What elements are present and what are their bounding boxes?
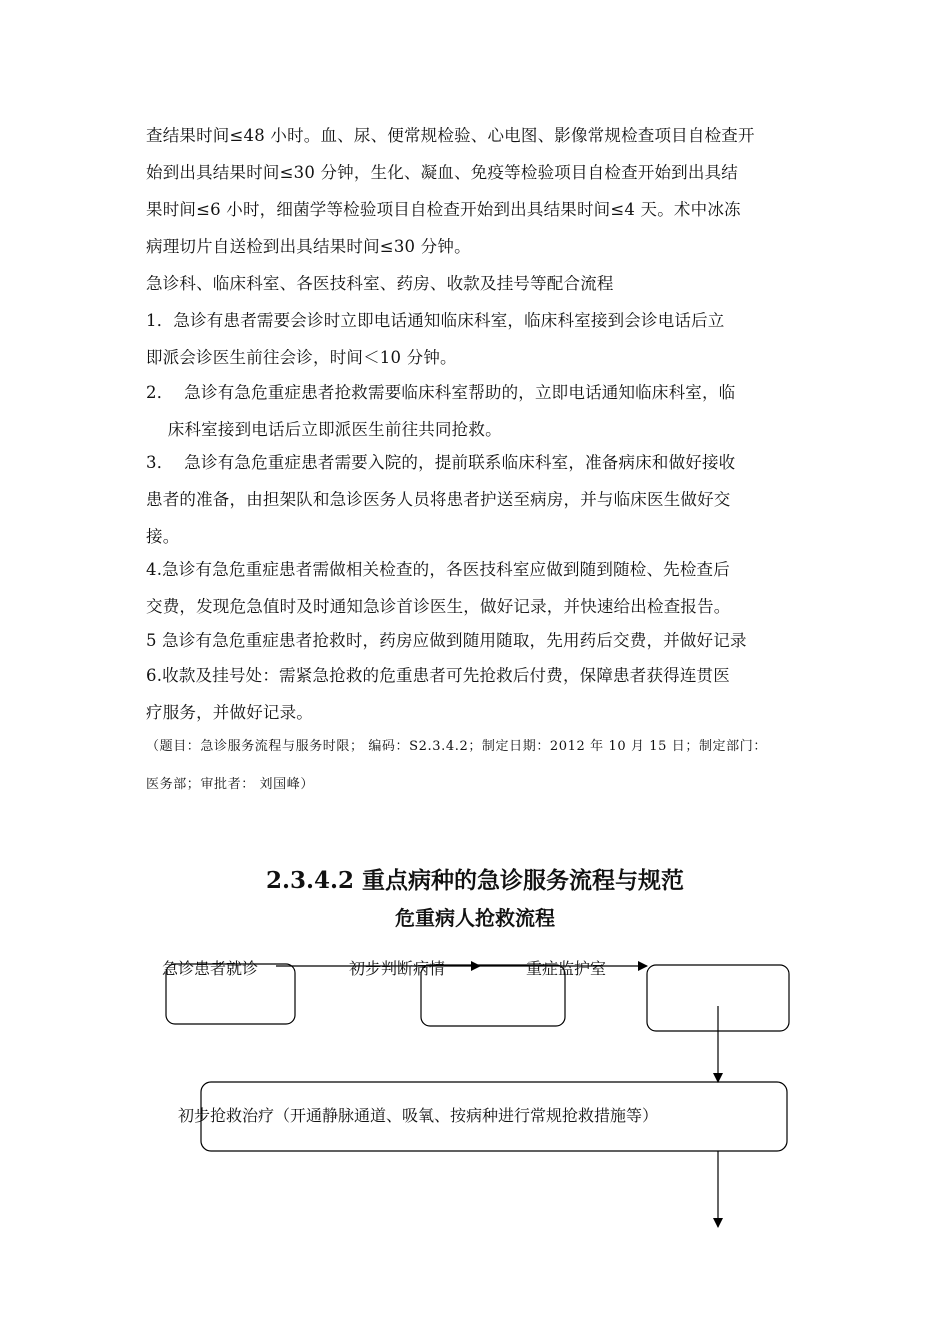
- list-item-4: [146, 551, 816, 625]
- text-line: 疗服务，并做好记录。: [146, 703, 313, 722]
- document-note: [146, 728, 826, 804]
- text-line: 即派会诊医生前往会诊，时间＜10 分钟。: [146, 348, 457, 367]
- text-line: 交费，发现危急值时及时通知急诊首诊医生，做好记录，并快速给出检查报告。: [146, 597, 731, 616]
- text-line: 果时间≤6 小时，细菌学等检验项目自检查开始到出具结果时间≤4 天。术中冰冻: [146, 200, 741, 219]
- text-line: 6.收款及挂号处：需紧急抢救的危重患者可先抢救后付费，保障患者获得连贯医: [146, 666, 730, 685]
- text-line: 病理切片自送检到出具结果时间≤30 分钟。: [146, 237, 471, 256]
- paragraph-time-limits: [146, 117, 816, 265]
- flow-label-step2: 初步判断病情: [349, 959, 446, 978]
- text-line: 查结果时间≤48 小时。血、尿、便常规检验、心电图、影像常规检查项目自检查开: [146, 126, 755, 145]
- flowchart-title: 危重病人抢救流程: [395, 906, 555, 930]
- cooperation-heading-text: 急诊科、临床科室、各医技科室、药房、收款及挂号等配合流程: [146, 274, 614, 293]
- flow-label-step4: 初步抢救治疗（开通静脉通道、吸氧、按病种进行常规抢救措施等）: [178, 1106, 659, 1125]
- list-item-3: [146, 444, 816, 555]
- text-line: 1．急诊有患者需要会诊时立即电话通知临床科室，临床科室接到会诊电话后立: [146, 311, 725, 330]
- flowchart: [0, 940, 950, 1240]
- text-line: 床科室接到电话后立即派医生前往共同抢救。: [146, 420, 502, 439]
- list-item-2: [146, 374, 816, 448]
- text-line: 4.急诊有急危重症患者需做相关检查的，各医技科室应做到随到随检、先检查后: [146, 560, 730, 579]
- cooperation-heading: [146, 265, 816, 302]
- list-item-1: [146, 302, 816, 376]
- text-line: 2． 急诊有急危重症患者抢救需要临床科室帮助的，立即电话通知临床科室，临: [146, 383, 736, 402]
- text-line: 患者的准备，由担架队和急诊医务人员将患者护送至病房，并与临床医生做好交: [146, 490, 731, 509]
- list-item-5: [146, 622, 816, 659]
- note-line: （题目：急诊服务流程与服务时限； 编码：S2.3.4.2；制定日期：2012 年 10 月 15 日；制定部门：: [146, 739, 767, 754]
- note-line: 医务部；审批者： 刘国峰）: [146, 777, 314, 792]
- text-line: 接。: [146, 527, 180, 546]
- text-line: 3． 急诊有急危重症患者需要入院的，提前联系临床科室，准备病床和做好接收: [146, 453, 736, 472]
- text-line: 始到出具结果时间≤30 分钟，生化、凝血、免疫等检验项目自检查开始到出具结: [146, 163, 738, 182]
- section-title: 2.3.4.2 重点病种的急诊服务流程与规范: [265, 867, 685, 894]
- list-item-6: [146, 657, 816, 731]
- flow-label-step1: 急诊患者就诊: [162, 959, 259, 978]
- flow-label-step3: 重症监护室: [526, 959, 607, 978]
- text-line: 5 急诊有急危重症患者抢救时，药房应做到随用随取，先用药后交费，并做好记录: [146, 631, 747, 650]
